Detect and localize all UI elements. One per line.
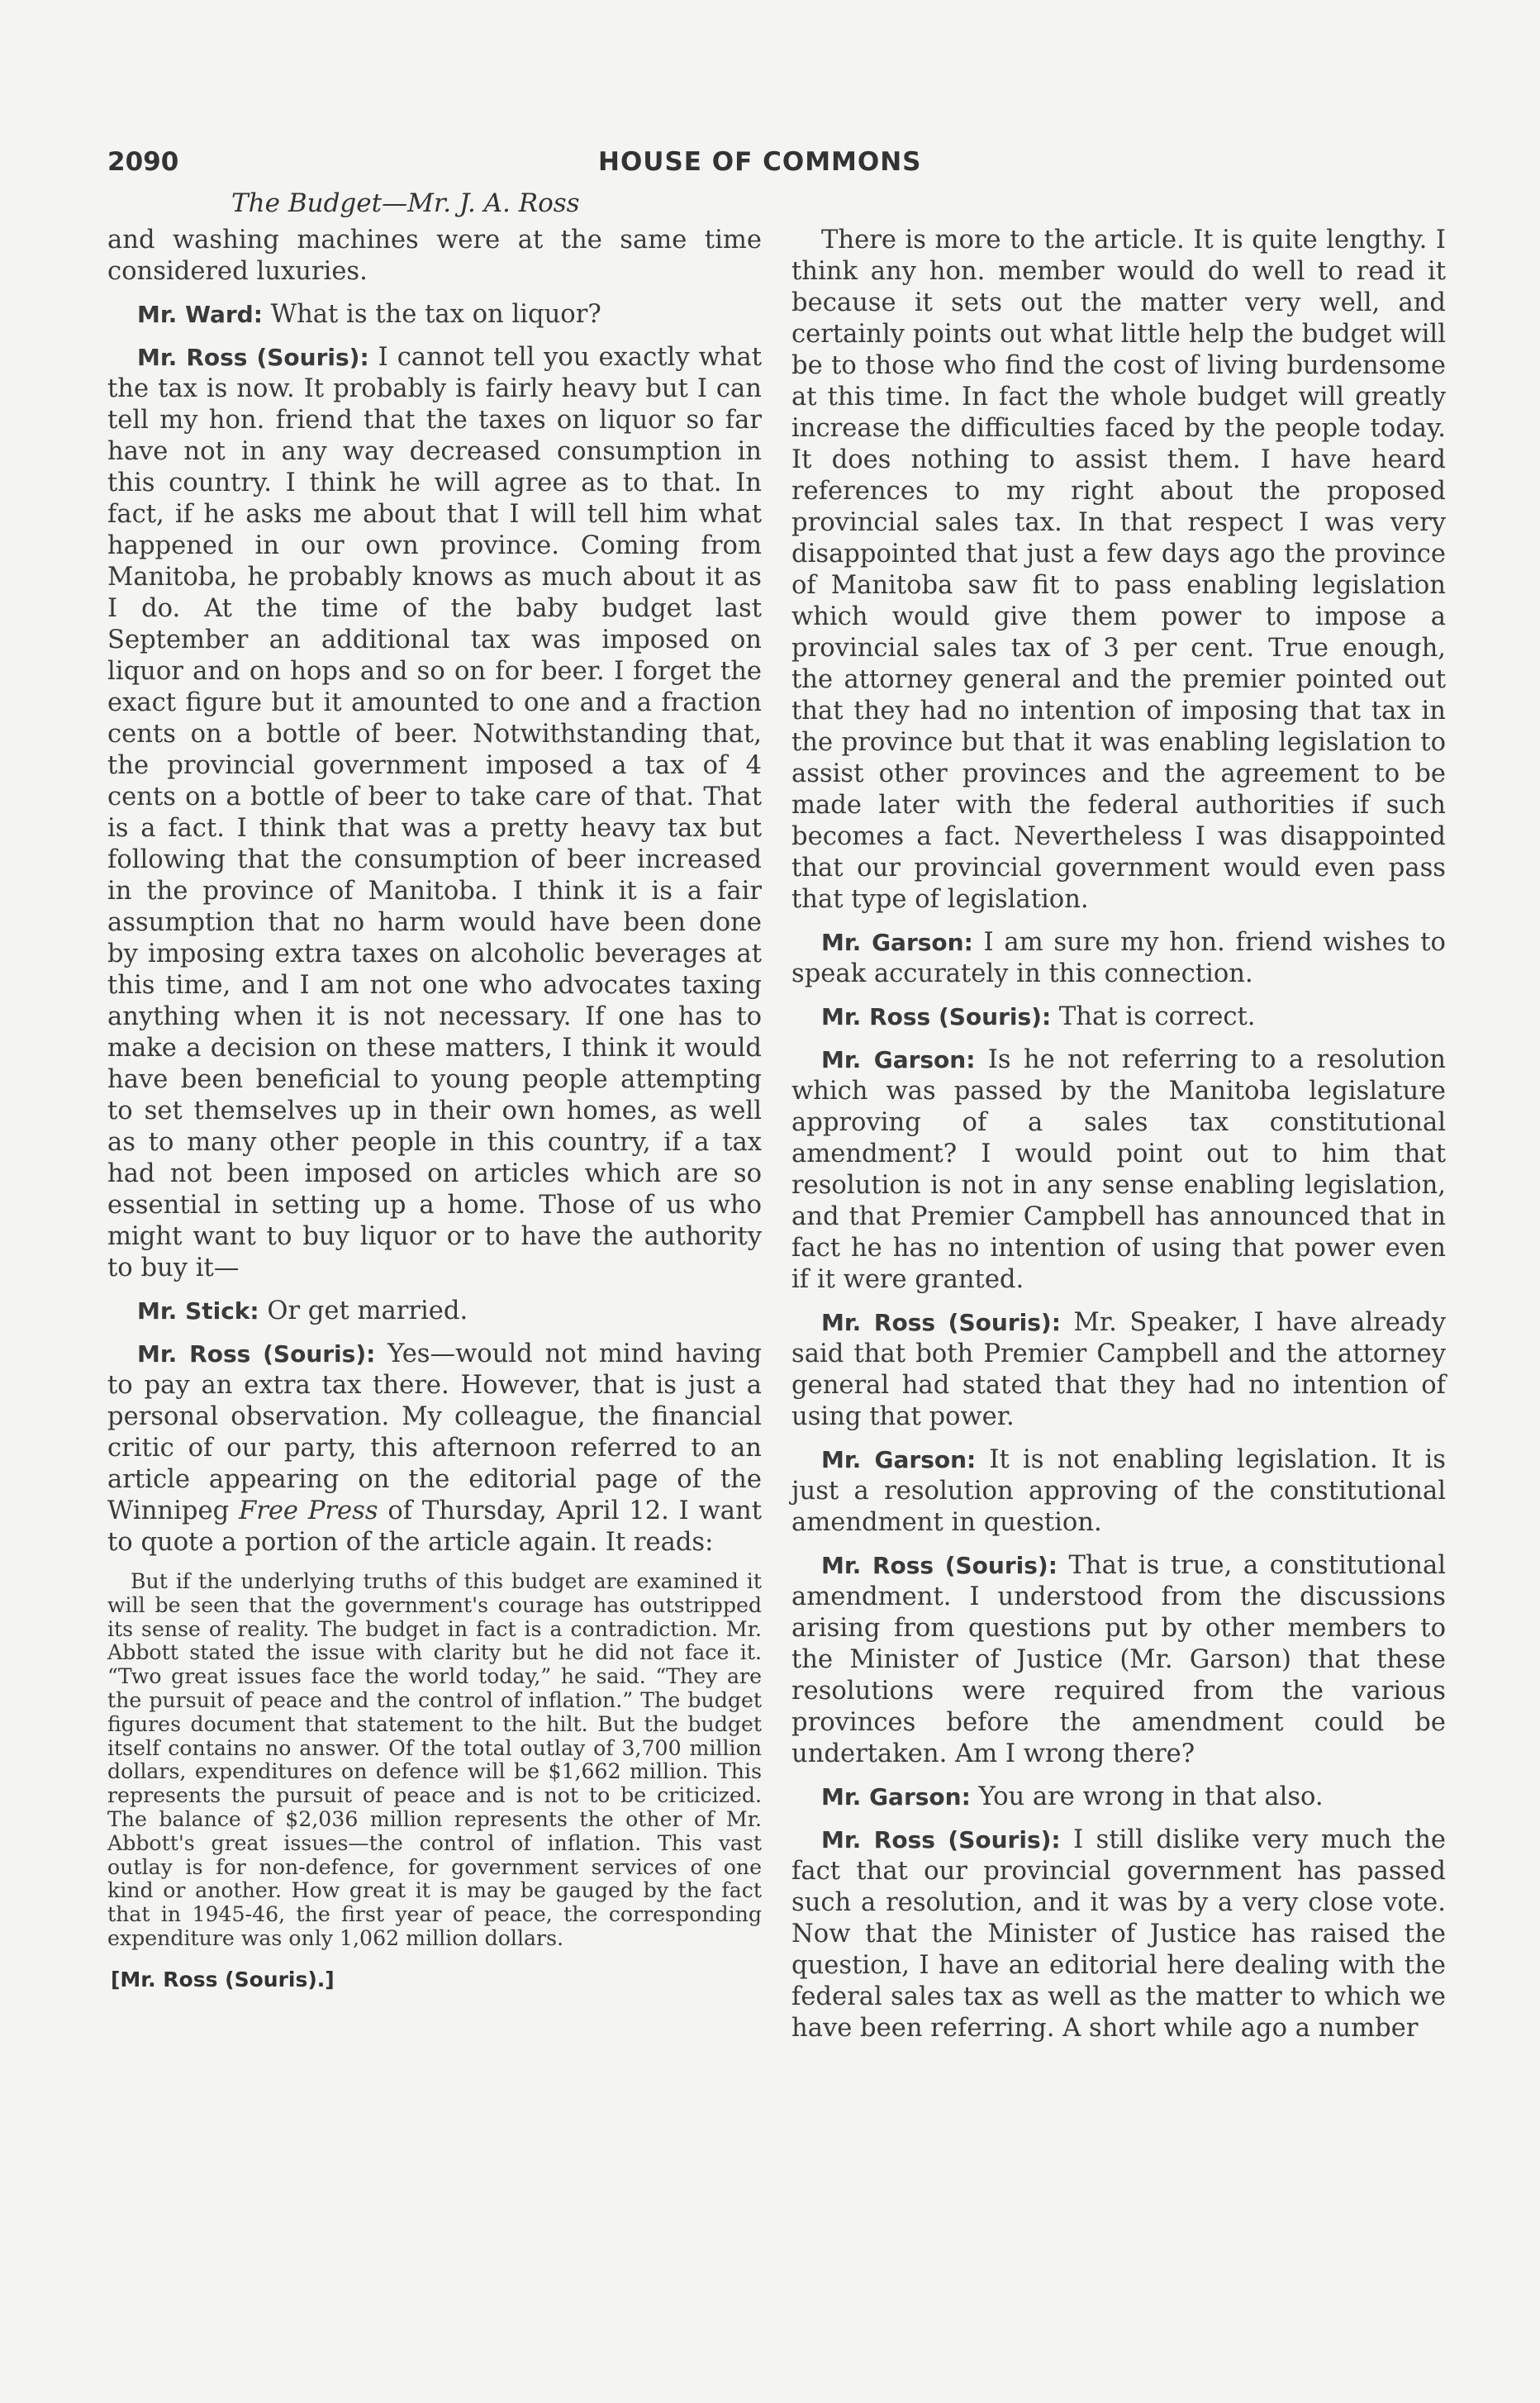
speech-text: That is true, a constitutional amendment. I understood from the discussions arising from questions put by other members to the Minister of Justice (Mr. Garson) that these resolutions were required from the various provinces before the amendment could be undertaken. Am I wrong there? [791,1551,1447,1768]
page-header [107,147,1454,188]
speaker-name: Mr. Ross (Souris): [821,1003,1052,1030]
speech [107,299,762,331]
right-column [791,225,1446,2056]
journal-title: HOUSE OF COMMONS [598,147,922,177]
speech-text: Is he not referring to a resolution which was passed by the Manitoba legislature approving of a sales tax constitutional amendment? I would point out to him that resolution is not in any sense enabling legislation, and that Premier Campbell has announced that in fact he has no intention of using that power even if it were granted. [791,1045,1446,1294]
speech [791,927,1446,990]
quoted-article: But if the underlying truths of this budget are examined it will be seen that the government's courage has outstripped its sense of reality. The budget in fact is a contradiction. Mr. Abbott stated the issue with clarity but he did not face it. “Two great issues face the world today,” he said. “They are the pursuit of peace and the control of inflation.” The budget figures document that statement to the hilt. But the budget itself contains no answer. Of the total outlay of 3,700 million dollars, expenditures on defence will be $1,662 million. This represents the pursuit of peace and is not to be criticized. The balance of $2,036 million represents the other of Mr. Abbott's great issues—the control of inflation. This vast outlay is for non-defence, for government services of one kind or another. How great it is may be gauged by the fact that in 1945-46, the first year of peace, the corresponding expenditure was only 1,062 million dollars. [107,1569,762,1950]
speech [791,1444,1446,1539]
speech-text: You are wrong in that also. [978,1782,1324,1811]
speaker-name: Mr. Ross (Souris): [821,1552,1058,1579]
speech-text: of Thursday, April 12. I want to quote a portion of the article again. It reads: [107,1497,762,1557]
speaker-name: Mr. Ross (Souris): [821,1826,1061,1853]
speaker-name: Mr. Garson: [821,1783,971,1811]
speech [791,1825,1446,2044]
speech [107,342,762,1284]
speaker-name: Mr. Stick: [137,1297,259,1325]
speech-text: Or get married. [267,1297,468,1325]
paragraph: and washing machines were at the same time considered luxuries. [107,226,762,286]
speaker-name: Mr. Garson: [821,1046,976,1073]
speaker-footer: [Mr. Ross (Souris).] [111,1967,335,1991]
speaker-name: Mr. Ross (Souris): [137,344,369,371]
speech [791,1782,1446,1813]
speech-text: What is the tax on liquor? [270,300,601,329]
speech [791,1307,1446,1433]
speech-text: I cannot tell you exactly what the tax is now. It probably is fairly heavy but I can tell my hon. friend that the taxes on liquor so far have not in any way decreased consumption in this country. I think he will agree as to that. In fact, if he asks me about that I will tell him what happened in our own province. Coming from Manitoba, he probably knows as much about it as I do. At the time of the baby budget last September an additional tax was imposed on liquor and on hops and so on for beer. I forget the exact figure but it amounted to one and a fraction cents on a bottle of beer. Notwithstanding that, the provincial government imposed a tax of 4 cents on a bottle of beer to take care of that. That is a fact. I think that was a pretty heavy tax but following that the consumption of beer increased in the province of Manitoba. I think it is a fair assumption that no harm would have been done by imposing extra taxes on alcoholic beverages at this time, and I am not one who advocates taxing anything when it is not necessary. If one has to make a decision on these matters, I think it would have been beneficial to young people attempting to set themselves up in their own homes, as well as to many other people in this country, if a tax had not been imposed on articles which are so essential in setting up a home. Those of us who might want to buy liquor or to have the authority to buy it— [107,343,762,1282]
speaker-name: Mr. Ross (Souris): [821,1309,1061,1336]
speaker-name: Mr. Garson: [821,1446,977,1473]
speaker-name: Mr. Ross (Souris): [137,1340,376,1368]
left-column [107,225,762,1996]
speech [107,1339,762,1558]
speech-text: Yes—would not mind having to pay an extra tax there. However, that is just a personal observation. My colleague, the financial critic of our party, this afternoon referred to an article appearing on the editorial page of the Winnipeg [107,1339,763,1525]
speaker-name: Mr. Ward: [137,301,263,328]
speaker-name: Mr. Garson: [821,929,973,956]
speech [791,1002,1446,1033]
page-number: 2090 [107,147,179,177]
speech [107,1296,762,1327]
speech [791,1044,1446,1296]
newspaper-name: Free Press [238,1497,378,1525]
speech-text: It is not enabling legislation. It is just a resolution approving of the constitutional amendment in question. [791,1445,1446,1537]
speech [791,1550,1446,1770]
running-title: The Budget—Mr. J. A. Ross [231,188,580,218]
speech-text: I am sure my hon. friend wishes to speak accurately in this connection. [791,928,1446,988]
paragraph: There is more to the article. It is quite lengthy. I think any hon. member would do well to read it because it sets out the matter very well, and certainly points out what little help the budget will be to those who find the cost of living burdensome at this time. In fact the whole budget will greatly increase the difficulties faced by the people today. It does nothing to assist them. I have heard references to my right about the proposed provincial sales tax. In that respect I was very disappointed that just a few days ago the province of Manitoba saw fit to pass enabling legislation which would give them power to impose a provincial sales tax of 3 per cent. True enough, the attorney general and the premier pointed out that they had no intention of imposing that tax in the province but that it was enabling legislation to assist other provinces and the agreement to be made later with the federal authorities if such becomes a fact. Nevertheless I was disappointed that our provincial government would even pass that type of legislation. [791,226,1446,914]
speech-text: Mr. Speaker, I have already said that both Premier Campbell and the attorney general had stated that they had no intention of using that power. [791,1308,1447,1431]
speech-text: I still dislike very much the fact that our provincial government has passed such a resolution, and it was by a very close vote. Now that the Minister of Justice has raised the question, I have an editorial here dealing with the federal sales tax as well as the matter to which we have been referring. A short while ago a number [791,1825,1447,2043]
speech-text: That is correct. [1058,1002,1256,1031]
